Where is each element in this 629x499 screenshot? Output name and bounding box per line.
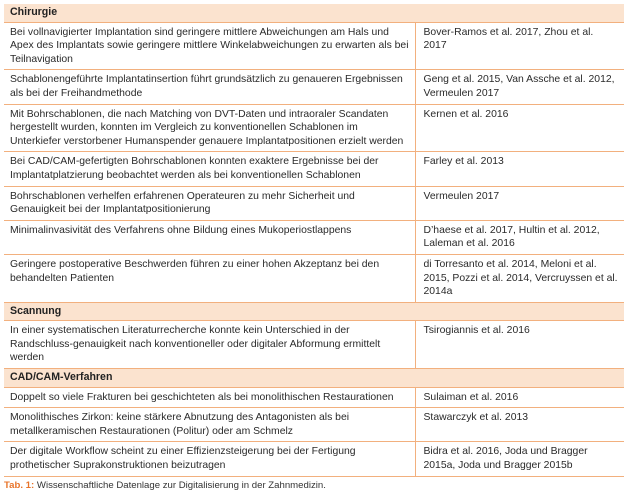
finding-cell: Schablonengeführte Implantatinsertion führt grundsätzlich zu genaueren Ergebnissen als bei der Freihandmethode [4,70,415,104]
reference-cell: Sulaiman et al. 2016 [415,387,624,408]
reference-cell: Tsirogiannis et al. 2016 [415,321,624,369]
finding-cell: Bei CAD/CAM-gefertigten Bohrschablonen konnten exaktere Ergebnisse bei der Implantatplatzierung beobachtet werden als bei konventionellen Schablonen [4,152,415,186]
section-header-row [4,369,624,388]
reference-cell: di Torresanto et al. 2014, Meloni et al. 2015, Pozzi et al. 2014, Vercruyssen et al. 2014a [415,254,624,302]
table-row [4,442,624,476]
finding-cell: Minimalinvasivität des Verfahrens ohne Bildung eines Mukoperiostlappens [4,220,415,254]
section-title: Chirurgie [4,4,624,22]
finding-cell: Bei vollnavigierter Implantation sind geringere mittlere Abweichungen am Hals und Apex des Implantats sowie geringere mittlere Winkelabweichungen zu erwarten als bei Teilnavigation [4,22,415,70]
finding-cell: Doppelt so viele Frakturen bei geschichteten als bei monolithischen Restaurationen [4,387,415,408]
section-title: CAD/CAM-Verfahren [4,369,624,388]
finding-cell: Geringere postoperative Beschwerden führen zu einer hohen Akzeptanz bei den behandelten Patienten [4,254,415,302]
table-row [4,152,624,186]
reference-cell: D’haese et al. 2017, Hultin et al. 2012, Laleman et al. 2016 [415,220,624,254]
reference-cell: Geng et al. 2015, Van Assche et al. 2012, Vermeulen 2017 [415,70,624,104]
caption-text: Wissenschaftliche Datenlage zur Digitalisierung in der Zahnmedizin. [34,480,326,491]
table-row [4,70,624,104]
finding-cell: Monolithisches Zirkon: keine stärkere Abnutzung des Antagonisten als bei metallkeramischen Restaurationen (Politur) oder am Schmelz [4,408,415,442]
section-header-row [4,4,624,22]
reference-cell: Bidra et al. 2016, Joda und Bragger 2015a, Joda und Bragger 2015b [415,442,624,476]
literature-table [4,4,624,477]
section-title: Scannung [4,302,624,321]
table-row [4,22,624,70]
reference-cell: Stawarczyk et al. 2013 [415,408,624,442]
section-header-row [4,302,624,321]
finding-cell: In einer systematischen Literaturrecherche konnte kein Unterschied in der Randschluss-genauigkeit nach konventioneller oder digitaler Abformung ermittelt werden [4,321,415,369]
table-row [4,104,624,152]
finding-cell: Mit Bohrschablonen, die nach Matching von DVT-Daten und intraoraler Scandaten hergestellt wurden, konnten im Vergleich zu konventionellen Schablonen im Unterkiefer verstorbener Humanspender genauere Implantatpositionen erzielt werden [4,104,415,152]
table-row [4,321,624,369]
caption-label: Tab. 1: [4,480,35,491]
table-body [4,4,624,476]
reference-cell: Kernen et al. 2016 [415,104,624,152]
table-row [4,387,624,408]
table-row [4,220,624,254]
table-row [4,408,624,442]
finding-cell: Der digitale Workflow scheint zu einer Effizienzsteigerung bei der Fertigung prothetischer Suprakonstruktionen beizutragen [4,442,415,476]
reference-cell: Vermeulen 2017 [415,186,624,220]
table-row [4,186,624,220]
finding-cell: Bohrschablonen verhelfen erfahrenen Operateuren zu mehr Sicherheit und Genauigkeit bei der Implantatpositionierung [4,186,415,220]
reference-cell: Bover-Ramos et al. 2017, Zhou et al. 2017 [415,22,624,70]
table-caption [4,480,326,492]
reference-cell: Farley et al. 2013 [415,152,624,186]
table-row [4,254,624,302]
